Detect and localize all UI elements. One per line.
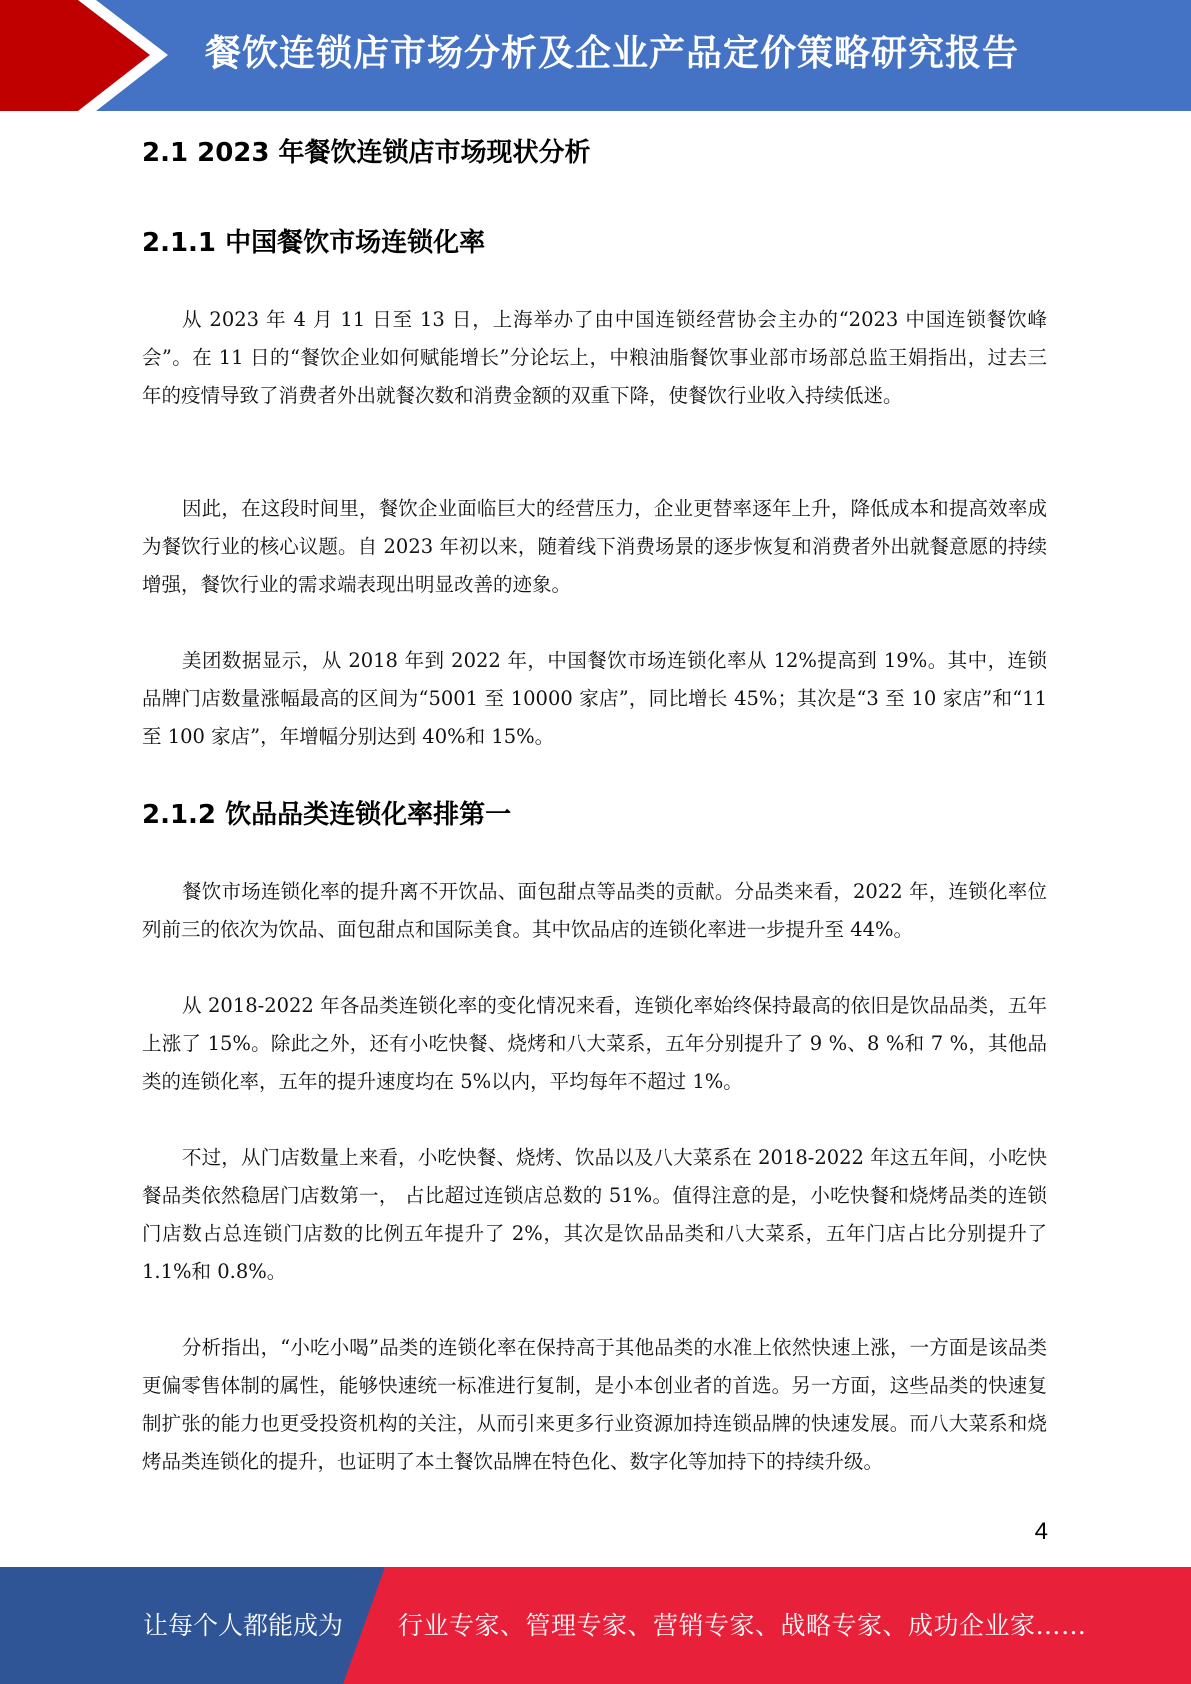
footer-slogan-right: 行业专家、管理专家、营销专家、战略专家、成功企业家…… [398, 1611, 1087, 1640]
report-title: 餐饮连锁店市场分析及企业产品定价策略研究报告 [205, 33, 1020, 74]
section-heading: 2.1 2023 年餐饮连锁店市场现状分析 [142, 138, 591, 168]
paragraph: 不过，从门店数量上来看，小吃快餐、烧烤、饮品以及八大菜系在 2018-2022 年这五年间，小吃快餐品类依然稳居门店数第一， 占比超过连锁店总数的 51%。值得注意的是，小吃快餐和烧烤品类的连锁门店数占总连锁门店数的比例五年提升了 2%，其次是饮品品类和八大菜系，五年门店占比分别提升了 1.1%和 0.8%。 [142, 1146, 1047, 1283]
paragraph: 因此，在这段时间里，餐饮企业面临巨大的经营压力，企业更替率逐年上升，降低成本和提高效率成为餐饮行业的核心议题。自 2023 年初以来，随着线下消费场景的逐步恢复和消费者外出就餐意愿的持续增强，餐饮行业的需求端表现出明显改善的迹象。 [142, 497, 1047, 596]
footer-banner [0, 1567, 1191, 1684]
subsection-heading-2-1-2: 2.1.2 饮品品类连锁化率排第一 [142, 800, 512, 830]
header-banner [0, 0, 1191, 111]
paragraph: 分析指出，“小吃小喝”品类的连锁化率在保持高于其他品类的水准上依然快速上涨，一方面是该品类更偏零售体制的属性，能够快速统一标准进行复制，是小本创业者的首选。另一方面，这些品类的快速复制扩张的能力也更受投资机构的关注，从而引来更多行业资源加持连锁品牌的快速发展。而八大菜系和烧烤品类连锁化的提升，也证明了本土餐饮品牌在特色化、数字化等加持下的持续升级。 [142, 1336, 1047, 1473]
footer-slogan-left: 让每个人都能成为 [143, 1611, 344, 1640]
paragraph: 餐饮市场连锁化率的提升离不开饮品、面包甜点等品类的贡献。分品类来看，2022 年，连锁化率位列前三的依次为饮品、面包甜点和国际美食。其中饮品店的连锁化率进一步提升至 44%。 [142, 880, 1047, 941]
paragraph: 美团数据显示，从 2018 年到 2022 年，中国餐饮市场连锁化率从 12%提高到 19%。其中，连锁品牌门店数量涨幅最高的区间为“5001 至 10000 家店”，同比增长 45%；其次是“3 至 10 家店”和“11 至 100 家店”，年增幅分别达到 40%和 15%。 [142, 649, 1047, 748]
subsection-heading-2-1-1: 2.1.1 中国餐饮市场连锁化率 [142, 228, 486, 258]
paragraph: 从 2018-2022 年各品类连锁化率的变化情况来看，连锁化率始终保持最高的依旧是饮品品类，五年上涨了 15%。除此之外，还有小吃快餐、烧烤和八大菜系，五年分别提升了 9 %、8 %和 7 %，其他品类的连锁化率，五年的提升速度均在 5%以内，平均每年不超过 1%。 [142, 994, 1047, 1093]
paragraph: 从 2023 年 4 月 11 日至 13 日，上海举办了由中国连锁经营协会主办的“2023 中国连锁餐饮峰会”。在 11 日的“餐饮企业如何赋能增长”分论坛上，中粮油脂餐饮事业部市场部总监王娟指出，过去三年的疫情导致了消费者外出就餐次数和消费金额的双重下降，使餐饮行业收入持续低迷。 [142, 308, 1047, 407]
page-number: 4 [1034, 1518, 1048, 1545]
